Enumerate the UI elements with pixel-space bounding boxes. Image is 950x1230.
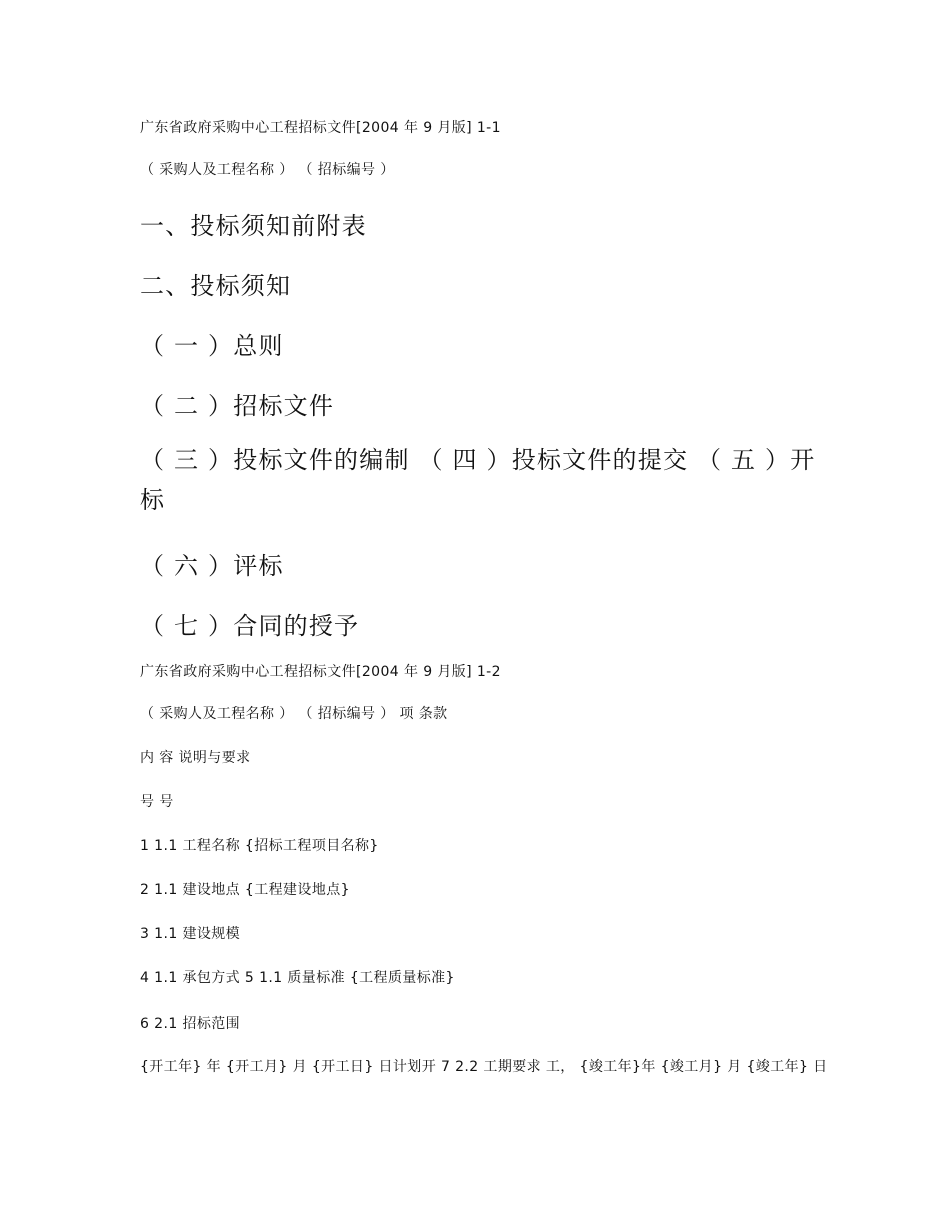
section-heading-1: 一、投标须知前附表 — [140, 212, 367, 240]
subsection-tender-documents: （ 二 ）招标文件 — [140, 392, 335, 420]
subsection-contract-award: （ 七 ）合同的授予 — [140, 612, 360, 640]
row-project-name: 1 1.1 工程名称 {招标工程项目名称} — [140, 838, 379, 854]
table-header-number: 号 号 — [140, 794, 174, 810]
subsection-evaluation: （ 六 ）评标 — [140, 552, 284, 580]
section-heading-2: 二、投标须知 — [140, 272, 292, 300]
page-header-1: 广东省政府采购中心工程招标文件[2004 年 9 月版] 1-1 — [140, 120, 501, 136]
row-construction-scale: 3 1.1 建设规模 — [140, 926, 241, 942]
subsection-general: （ 一 ）总则 — [140, 332, 284, 360]
row-contract-quality: 4 1.1 承包方式 5 1.1 质量标准 {工程质量标准} — [140, 970, 455, 986]
purchaser-and-tender-number-1: （ 采购人及工程名称 ） （ 招标编号 ） — [140, 162, 395, 178]
row-schedule-requirement: {开工年} 年 {开工月} 月 {开工日} 日计划开 7 2.2 工期要求 工， {竣工年}年 {竣工月} 月 {竣工年} 日 — [140, 1059, 828, 1075]
purchaser-and-tender-number-2: （ 采购人及工程名称 ） （ 招标编号 ） 项 条款 — [140, 706, 448, 722]
row-construction-location: 2 1.1 建设地点 {工程建设地点} — [140, 882, 350, 898]
table-header-content: 内 容 说明与要求 — [140, 750, 251, 766]
subsection-preparation-submission-opening: （ 三 ）投标文件的编制 （ 四 ）投标文件的提交 （ 五 ）开标 — [140, 446, 816, 514]
page-header-2: 广东省政府采购中心工程招标文件[2004 年 9 月版] 1-2 — [140, 664, 501, 680]
row-tender-scope: 6 2.1 招标范围 — [140, 1016, 241, 1032]
